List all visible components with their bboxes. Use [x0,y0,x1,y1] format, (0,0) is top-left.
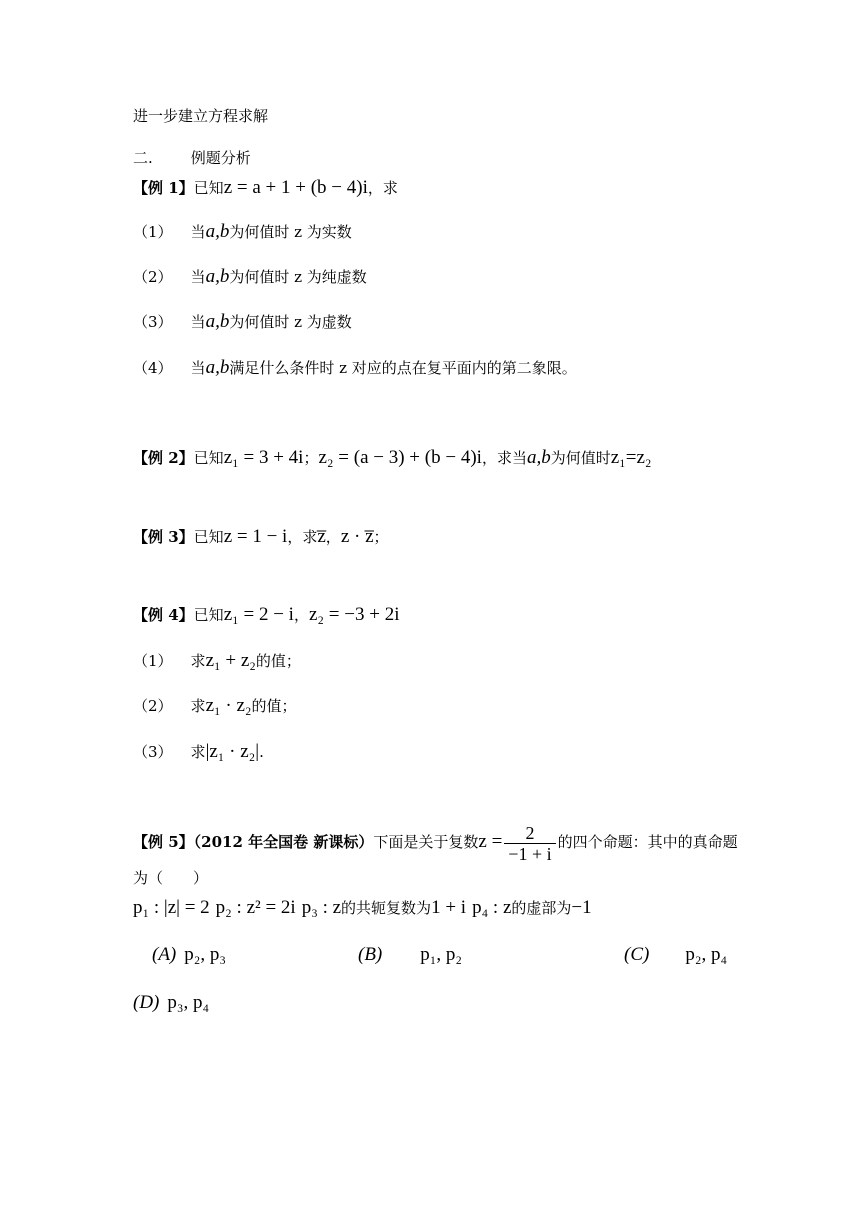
example-3-conjugate: z̅ [317,526,326,547]
item-math: |z₁ · z₂| [205,741,260,762]
fraction-numerator: 2 [504,823,555,844]
example-4-separator: ， [293,606,309,624]
option-c [624,945,727,965]
item-prefix: 求 [190,743,206,761]
example-4-lead: 已知 [193,606,224,624]
fraction-denominator: −1 + i [508,843,552,864]
example-5-propositions [133,898,592,918]
item-number: （2） [133,697,173,715]
option-d [133,993,209,1013]
example-4-label: 【例 4】 [133,606,194,624]
proposition-p3-prefix: p₃ : z [301,897,342,918]
proposition-p4-text: 的虚部为 [511,899,572,917]
example-5-lead: 下面是关于复数 [373,833,479,851]
example-2-text: 为何值时 [550,449,611,467]
example-4-item-2 [133,696,297,716]
example-3-label: 【例 3】 [133,528,194,546]
example-2-math: a,b [526,447,551,468]
example-4-item-1 [133,651,301,671]
example-1-label: 【例 1】 [133,179,194,197]
example-4-item-3 [133,742,264,762]
example-3-text-1: ，求 [287,528,318,546]
example-3-end: ； [373,528,389,546]
item-prefix: 当 [190,223,206,241]
item-math: a,b [205,221,230,242]
proposition-p3-text: 的共轭复数为 [341,899,432,917]
option-d-value: p₃, p₄ [167,992,210,1013]
example-3-formula: z = 1 − i [223,526,288,547]
item-prefix: 当 [190,268,206,286]
example-5-source: （2012 年全国卷 新课标） [193,833,374,851]
item-text: 的值； [251,697,297,715]
item-math: a,b [205,266,230,287]
example-1-statement [133,178,398,198]
section-number: 二. [133,149,153,167]
example-5-label: 【例 5】 [133,833,194,851]
option-c-value: p₂, p₄ [685,944,728,965]
example-5-statement [133,822,738,862]
example-5-formula-lhs: z = [478,831,503,852]
example-2-label: 【例 2】 [133,449,194,467]
example-1-item-4 [133,358,577,378]
item-number: （1） [133,652,173,670]
example-2-formula-1: z₁ = 3 + 4i [223,447,304,468]
item-math: z₁ · z₂ [205,695,252,716]
section-heading [133,148,251,168]
option-a-value: p₂, p₃ [184,944,227,965]
example-4-formula-1: z₁ = 2 − i [223,604,294,625]
example-4-formula-2: z₂ = −3 + 2i [308,604,400,625]
item-text: 的值； [255,652,301,670]
example-2-separator: ； [303,449,319,467]
example-1-lead: 已知 [193,179,224,197]
example-2-formula-2: z₂ = (a − 3) + (b − 4)i [318,447,482,468]
item-number: （1） [133,223,173,241]
item-number: （3） [133,313,173,331]
item-math: z₁ + z₂ [205,650,256,671]
option-c-label: (C) [624,944,650,965]
example-3-statement [133,527,389,547]
item-math: a,b [205,311,230,332]
example-5-tail: 的四个命题：其中的真命题 [557,833,738,851]
proposition-p2: p₂ : z² = 2i [215,897,296,918]
item-prefix: 当 [190,313,206,331]
option-b [358,945,462,965]
item-math: a,b [205,357,230,378]
example-2-mid: ，求当 [481,449,527,467]
option-b-label: (B) [358,944,383,965]
item-prefix: 求 [190,652,206,670]
example-3-lead: 已知 [193,528,224,546]
example-2-statement [133,448,652,468]
option-b-value: p₁, p₂ [420,944,463,965]
proposition-p3-value: 1 + i [431,897,467,918]
example-5-fraction [504,823,555,864]
example-3-product: z · z̅ [340,526,374,547]
option-d-label: (D) [133,992,160,1013]
example-2-condition: z₁=z₂ [610,447,652,468]
proposition-p1: p₁ : |z| = 2 [133,897,210,918]
proposition-p4-value: −1 [571,897,592,918]
example-1-item-3 [133,312,352,332]
example-2-lead: 已知 [193,449,224,467]
item-number: （2） [133,268,173,286]
item-number: （3） [133,743,173,761]
example-5-line-2: 为（ ） [133,869,209,887]
example-1-formula: z = a + 1 + (b − 4)i [223,177,368,198]
section-title: 例题分析 [190,149,251,167]
option-a [152,945,226,965]
item-text: 为何值时 z 为虚数 [229,313,352,331]
proposition-p4-prefix: p₄ : z [472,897,512,918]
example-4-statement [133,605,399,625]
item-text: 为何值时 z 为纯虚数 [229,268,367,286]
example-1-item-1 [133,222,352,242]
item-text: 为何值时 z 为实数 [229,223,352,241]
item-prefix: 当 [190,359,206,377]
example-1-item-2 [133,267,367,287]
item-prefix: 求 [190,697,206,715]
item-text: 满足什么条件时 z 对应的点在复平面内的第二象限。 [229,359,577,377]
item-number: （4） [133,359,173,377]
example-3-text-2: ， [325,528,341,546]
item-text: . [259,743,264,761]
option-a-label: (A) [152,944,177,965]
example-1-tail: ，求 [367,179,398,197]
intro-text: 进一步建立方程求解 [133,107,269,125]
